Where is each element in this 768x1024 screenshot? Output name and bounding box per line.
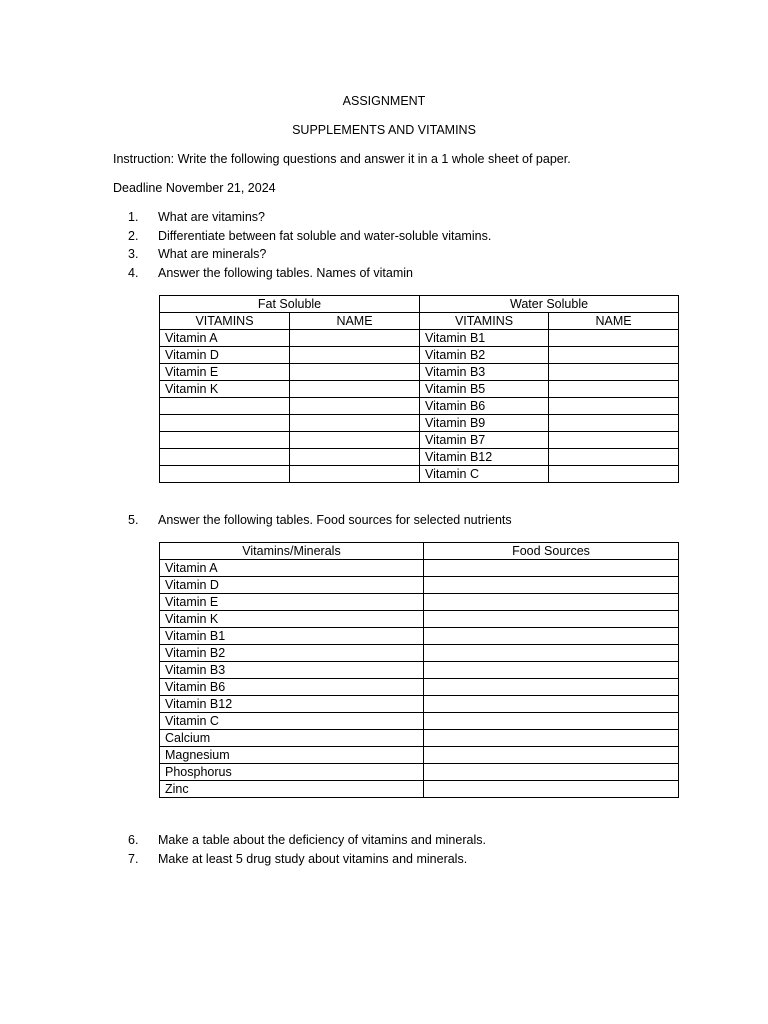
nutrient-cell: Vitamin A (160, 560, 424, 577)
nutrient-cell: Vitamin C (160, 713, 424, 730)
column-header: NAME (549, 313, 679, 330)
table-row (160, 747, 679, 764)
nutrient-cell: Vitamin B1 (160, 628, 424, 645)
table-row (160, 330, 679, 347)
water-vitamin-cell: Vitamin B3 (420, 364, 549, 381)
fat-vitamin-cell: Vitamin K (160, 381, 290, 398)
question-item (128, 245, 491, 264)
table-column-header-row (160, 543, 679, 560)
table-row (160, 364, 679, 381)
question-text: Make a table about the deficiency of vitamins and minerals. (158, 833, 486, 847)
fat-vitamin-cell (160, 398, 290, 415)
answer-cell (424, 577, 679, 594)
question-number: 3. (128, 247, 139, 261)
answer-cell (290, 347, 420, 364)
answer-cell (424, 730, 679, 747)
fat-vitamin-cell (160, 466, 290, 483)
answer-cell (290, 415, 420, 432)
answer-cell (290, 466, 420, 483)
answer-cell (424, 645, 679, 662)
nutrient-cell: Calcium (160, 730, 424, 747)
fat-vitamin-cell (160, 449, 290, 466)
fat-vitamin-cell: Vitamin D (160, 347, 290, 364)
question-number: 6. (128, 833, 139, 847)
table-row (160, 764, 679, 781)
page-title: ASSIGNMENT (342, 94, 426, 108)
question-number: 1. (128, 210, 139, 224)
nutrient-cell: Vitamin D (160, 577, 424, 594)
question-text: Answer the following tables. Food sources for selected nutrients (158, 513, 512, 527)
answer-cell (424, 781, 679, 798)
nutrient-cell: Phosphorus (160, 764, 424, 781)
question-item (128, 264, 491, 283)
table-row (160, 628, 679, 645)
answer-cell (549, 381, 679, 398)
question-item (128, 511, 512, 530)
nutrient-cell: Vitamin B3 (160, 662, 424, 679)
table-row (160, 398, 679, 415)
water-soluble-header: Water Soluble (420, 296, 679, 313)
table-row (160, 713, 679, 730)
answer-cell (424, 747, 679, 764)
deadline-text: Deadline November 21, 2024 (113, 181, 276, 195)
column-header: VITAMINS (420, 313, 549, 330)
nutrient-cell: Vitamin E (160, 594, 424, 611)
water-vitamin-cell: Vitamin B5 (420, 381, 549, 398)
table-row (160, 679, 679, 696)
answer-cell (424, 679, 679, 696)
table-row (160, 347, 679, 364)
water-vitamin-cell: Vitamin B9 (420, 415, 549, 432)
table-group-header-row (160, 296, 679, 313)
answer-cell (290, 330, 420, 347)
table-row (160, 466, 679, 483)
answer-cell (290, 364, 420, 381)
answer-cell (424, 662, 679, 679)
column-header: Vitamins/Minerals (160, 543, 424, 560)
fat-vitamin-cell: Vitamin E (160, 364, 290, 381)
fat-vitamin-cell (160, 432, 290, 449)
table-row (160, 662, 679, 679)
question-list-3 (128, 831, 486, 868)
answer-cell (549, 415, 679, 432)
fat-vitamin-cell: Vitamin A (160, 330, 290, 347)
answer-cell (290, 398, 420, 415)
table-row (160, 415, 679, 432)
nutrient-cell: Vitamin K (160, 611, 424, 628)
answer-cell (549, 449, 679, 466)
instruction-text: Instruction: Write the following questions and answer it in a 1 whole sheet of paper. (113, 152, 571, 166)
answer-cell (549, 466, 679, 483)
fat-soluble-header: Fat Soluble (160, 296, 420, 313)
answer-cell (424, 560, 679, 577)
table-column-header-row (160, 313, 679, 330)
answer-cell (290, 449, 420, 466)
question-list-1 (128, 208, 491, 282)
answer-cell (424, 628, 679, 645)
question-number: 4. (128, 265, 139, 280)
table-row (160, 432, 679, 449)
water-vitamin-cell: Vitamin C (420, 466, 549, 483)
question-number: 7. (128, 851, 139, 866)
answer-cell (424, 696, 679, 713)
water-vitamin-cell: Vitamin B6 (420, 398, 549, 415)
answer-cell (424, 594, 679, 611)
water-vitamin-cell: Vitamin B1 (420, 330, 549, 347)
table-row (160, 560, 679, 577)
answer-cell (424, 764, 679, 781)
table-row (160, 696, 679, 713)
question-item (128, 227, 491, 246)
answer-cell (549, 432, 679, 449)
answer-cell (290, 432, 420, 449)
table-row (160, 645, 679, 662)
question-text: Answer the following tables. Names of vitamin (158, 265, 413, 280)
question-text: Differentiate between fat soluble and water-soluble vitamins. (158, 228, 492, 243)
nutrient-cell: Zinc (160, 781, 424, 798)
question-item (128, 208, 491, 227)
table-row (160, 611, 679, 628)
question-number: 5. (128, 513, 139, 527)
vitamin-names-table (159, 295, 679, 483)
answer-cell (549, 330, 679, 347)
nutrient-cell: Vitamin B6 (160, 679, 424, 696)
nutrient-cell: Magnesium (160, 747, 424, 764)
table-row (160, 449, 679, 466)
question-text: Make at least 5 drug study about vitamins and minerals. (158, 851, 468, 866)
nutrient-cell: Vitamin B12 (160, 696, 424, 713)
table-row (160, 730, 679, 747)
water-vitamin-cell: Vitamin B7 (420, 432, 549, 449)
question-text: What are minerals? (158, 247, 267, 261)
question-number: 2. (128, 228, 139, 243)
answer-cell (424, 713, 679, 730)
nutrient-cell: Vitamin B2 (160, 645, 424, 662)
answer-cell (424, 611, 679, 628)
table-row (160, 381, 679, 398)
food-sources-table (159, 542, 679, 798)
table-row (160, 577, 679, 594)
question-item (128, 831, 486, 850)
page-subtitle: SUPPLEMENTS AND VITAMINS (292, 123, 476, 137)
column-header: VITAMINS (160, 313, 290, 330)
table-row (160, 781, 679, 798)
question-text: What are vitamins? (158, 210, 265, 224)
water-vitamin-cell: Vitamin B12 (420, 449, 549, 466)
answer-cell (290, 381, 420, 398)
fat-vitamin-cell (160, 415, 290, 432)
column-header: Food Sources (424, 543, 679, 560)
answer-cell (549, 364, 679, 381)
table-row (160, 594, 679, 611)
column-header: NAME (290, 313, 420, 330)
answer-cell (549, 398, 679, 415)
question-list-2 (128, 511, 512, 530)
water-vitamin-cell: Vitamin B2 (420, 347, 549, 364)
question-item (128, 850, 486, 869)
answer-cell (549, 347, 679, 364)
